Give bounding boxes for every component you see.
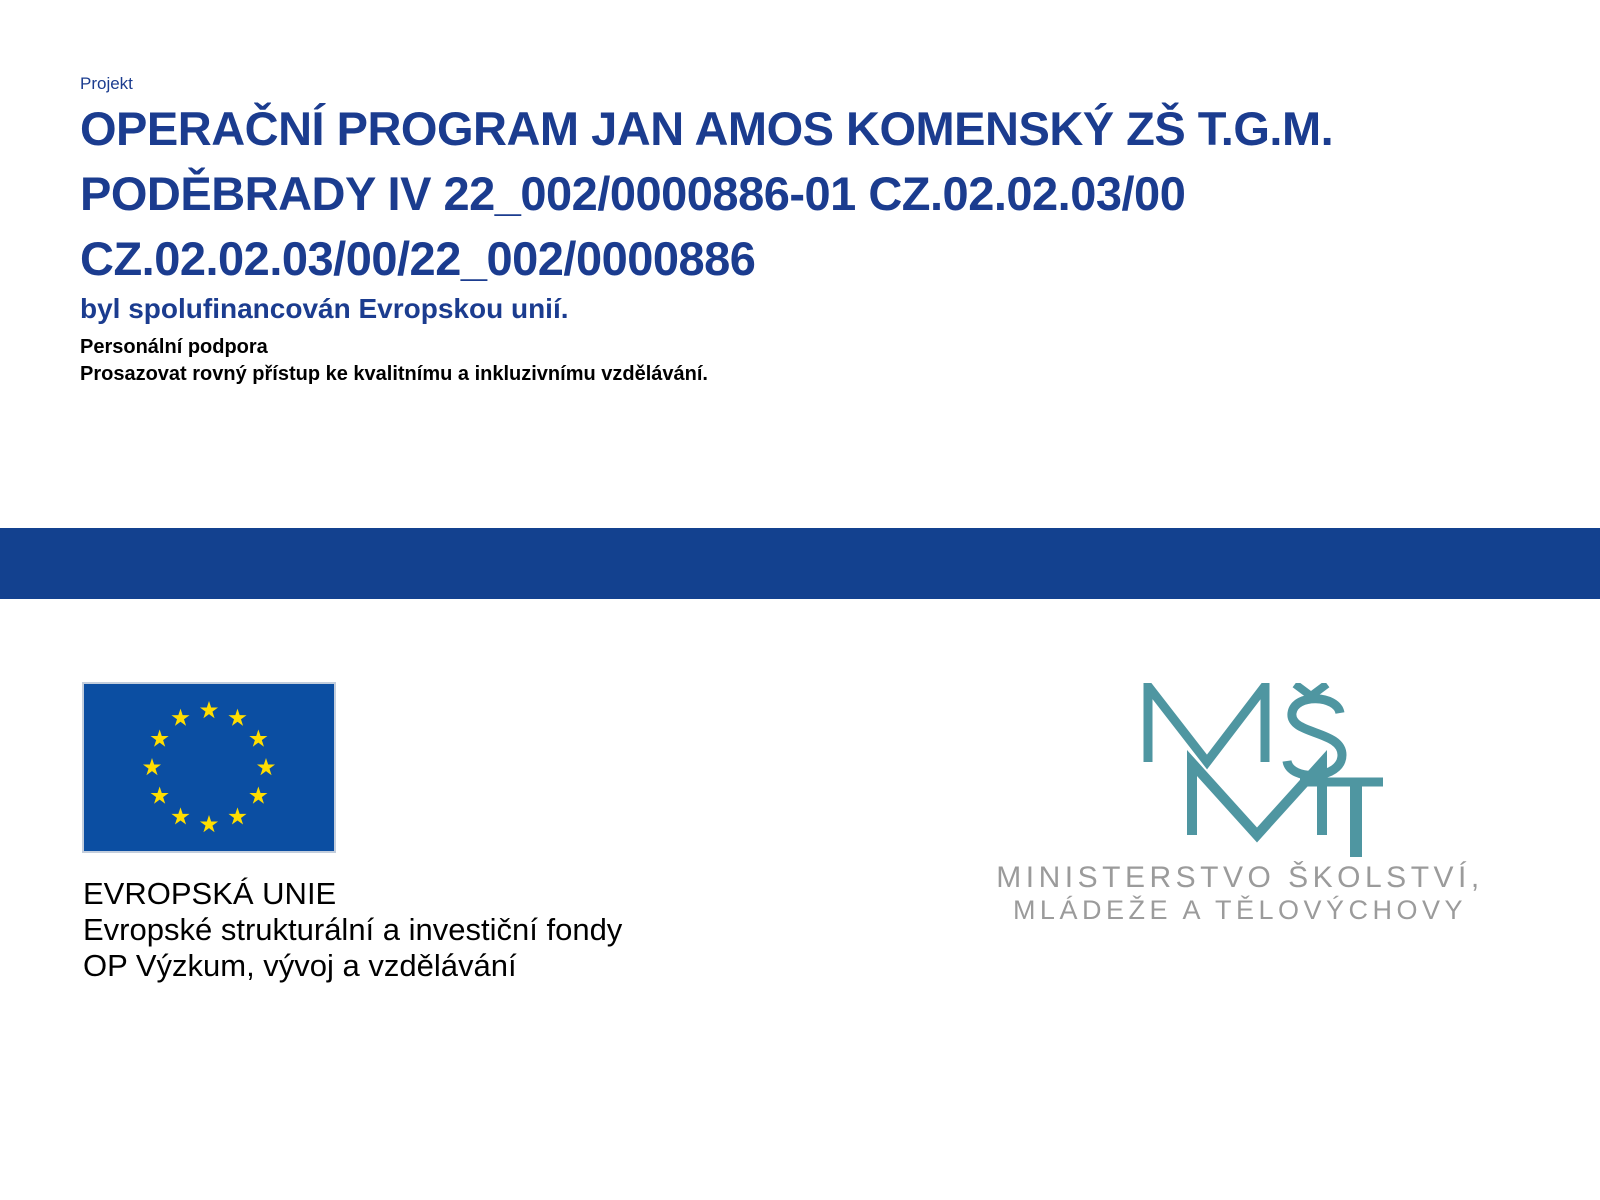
eu-line-union: EVROPSKÁ UNIE [83,876,337,911]
msmt-hacek [1295,684,1327,696]
ministry-line-1: MINISTERSTVO ŠKOLSTVÍ, [996,861,1484,894]
eu-star [249,730,267,747]
msmt-letter-m1 [1148,686,1265,762]
project-note-goal: Prosazovat rovný přístup ke kvalitnímu a inkluzivnímu vzdělávání. [80,363,708,385]
eu-flag-icon [82,682,336,853]
eu-star [257,758,275,775]
eu-line-funds: Evropské strukturální a investiční fondy [83,912,623,947]
ministry-line-2: MLÁDEŽE A TĚLOVÝCHOVY [1012,895,1468,925]
project-title-line-1: OPERAČNÍ PROGRAM JAN AMOS KOMENSKÝ ZŠ T.G.M. [80,102,1334,155]
eu-text-block [83,876,622,984]
eu-line-program: OP Výzkum, vývoj a vzdělávání [83,948,517,983]
eu-flag-stars [82,682,336,853]
eu-star [143,758,161,775]
eu-star [151,787,169,804]
eu-star [228,807,246,824]
project-title-line-2: PODĚBRADY IV 22_002/0000886-01 CZ.02.02.03/00 [80,167,1186,220]
project-title [80,96,1520,291]
eu-star [151,730,169,747]
project-title-line-3: CZ.02.02.03/00/22_002/0000886 [80,232,756,285]
eu-star [171,807,189,824]
project-note-support: Personální podpora [80,336,268,358]
cofinance-statement: byl spolufinancován Evropskou unií. [80,293,569,324]
msmt-logo-icon [1143,683,1383,858]
project-kicker: Projekt [80,74,133,93]
eu-star [249,787,267,804]
eu-star [200,701,218,718]
ministry-text-block [965,860,1515,926]
eu-star [228,709,246,726]
eu-star [171,709,189,726]
divider-bar [0,528,1600,599]
eu-star [200,815,218,832]
